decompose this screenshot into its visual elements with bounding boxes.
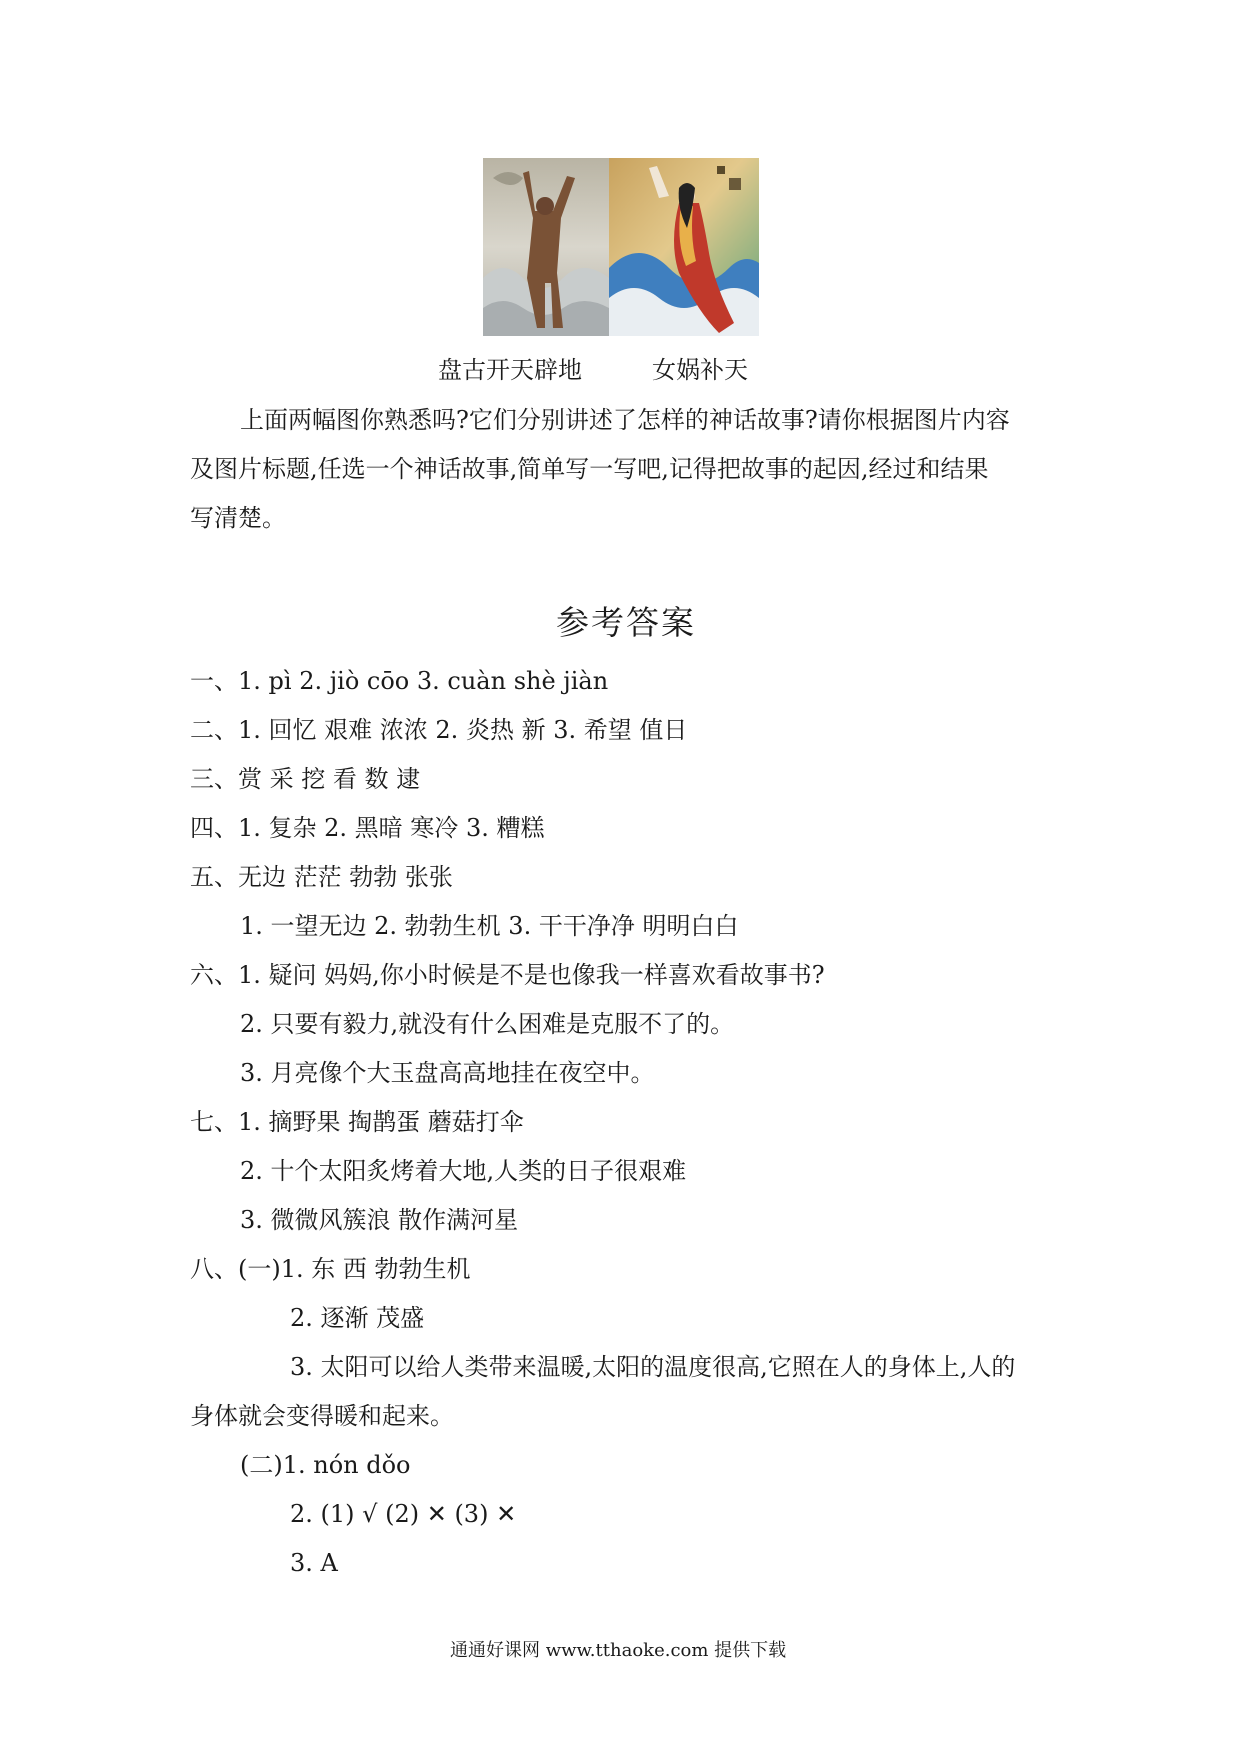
- illustrations: [483, 158, 759, 336]
- answer-line: 三、赏 采 挖 看 数 逮: [190, 765, 421, 793]
- answer-line: 五、无边 茫茫 勃勃 张张: [190, 863, 453, 891]
- answer-line: 八、(一)1. 东 西 勃勃生机: [190, 1255, 471, 1283]
- caption-left: 盘古开天辟地: [438, 356, 582, 384]
- prompt-line-1: 上面两幅图你熟悉吗?它们分别讲述了怎样的神话故事?请你根据图片内容: [240, 406, 1010, 434]
- answer-line: 七、1. 摘野果 掏鹊蛋 蘑菇打伞: [190, 1108, 524, 1136]
- answer-line: 二、1. 回忆 艰难 浓浓 2. 炎热 新 3. 希望 值日: [190, 716, 688, 744]
- answer-line: 3. 月亮像个大玉盘高高地挂在夜空中。: [240, 1059, 655, 1087]
- nuwa-illustration: [609, 158, 759, 336]
- pangu-illustration: [483, 158, 609, 336]
- answer-line: 2. 逐渐 茂盛: [290, 1304, 425, 1332]
- answer-line: 四、1. 复杂 2. 黑暗 寒冷 3. 糟糕: [190, 814, 545, 842]
- answer-line: 2. 只要有毅力,就没有什么困难是克服不了的。: [240, 1010, 735, 1038]
- answer-line: 身体就会变得暖和起来。: [190, 1402, 454, 1430]
- answers-title: 参考答案: [556, 603, 696, 642]
- answer-line: 3. A: [290, 1549, 338, 1577]
- answer-line: 3. 太阳可以给人类带来温暖,太阳的温度很高,它照在人的身体上,人的: [290, 1353, 1016, 1381]
- answer-line: (二)1. nón dǒo: [240, 1451, 411, 1479]
- prompt-line-2: 及图片标题,任选一个神话故事,简单写一写吧,记得把故事的起因,经过和结果: [190, 455, 989, 483]
- footer-credit: 通通好课网 www.tthaoke.com 提供下载: [450, 1640, 787, 1661]
- answer-line: 2. (1) √ (2) ✕ (3) ✕: [290, 1500, 517, 1528]
- answer-line: 3. 微微风簇浪 散作满河星: [240, 1206, 519, 1234]
- caption-right: 女娲补天: [652, 356, 748, 384]
- answer-line: 六、1. 疑问 妈妈,你小时候是不是也像我一样喜欢看故事书?: [190, 961, 825, 989]
- answer-line: 1. 一望无边 2. 勃勃生机 3. 干干净净 明明白白: [240, 912, 739, 940]
- answer-line: 一、1. pì 2. jiò cōo 3. cuàn shè jiàn: [190, 667, 609, 695]
- prompt-line-3: 写清楚。: [190, 504, 286, 532]
- answer-line: 2. 十个太阳炙烤着大地,人类的日子很艰难: [240, 1157, 687, 1185]
